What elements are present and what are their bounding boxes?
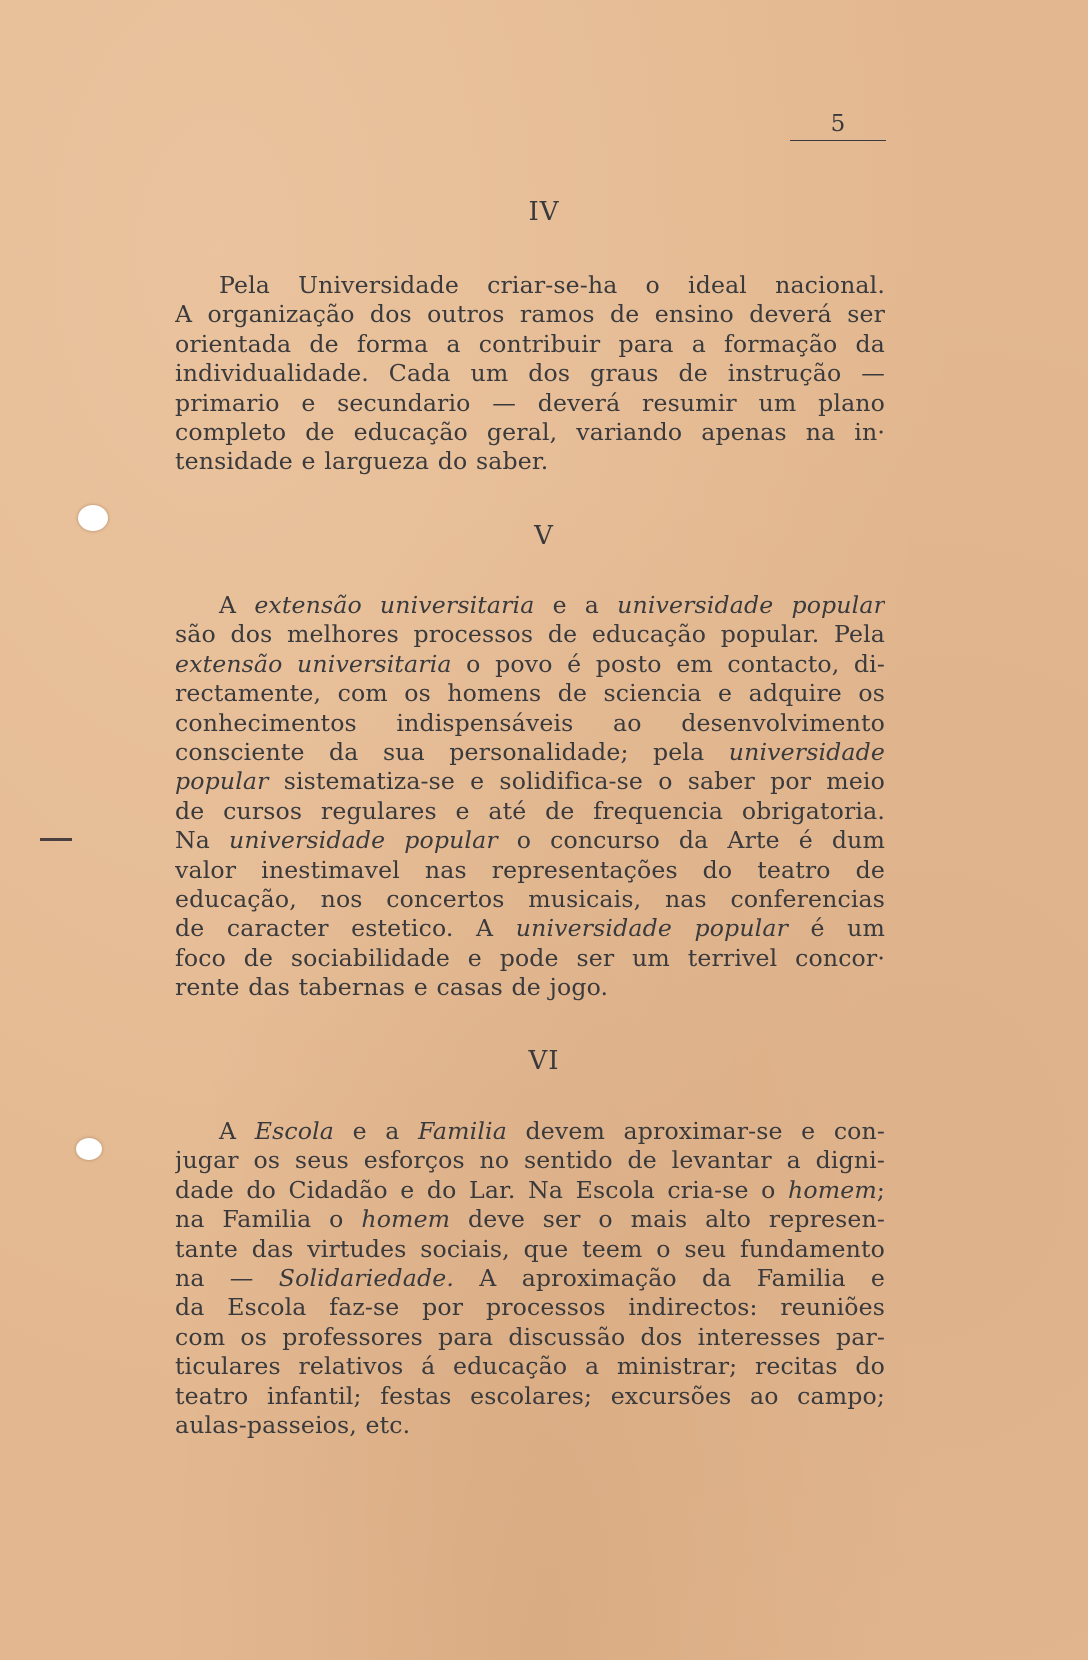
text-line: aulas-passeios, etc. <box>175 1411 411 1440</box>
italic-run: universidade popular <box>617 591 885 619</box>
section-heading-v: V <box>534 521 554 551</box>
text-run: A aproximação da Familia e <box>454 1264 885 1293</box>
text-run: deve ser o mais alto represen- <box>450 1205 885 1234</box>
text-line: foco de sociabilidade e pode ser um terrivel concor· <box>175 943 885 972</box>
section-vi-paragraph <box>175 1117 885 1440</box>
text-run: A <box>219 591 255 619</box>
italic-run: popular <box>175 767 269 796</box>
text-line <box>175 650 885 679</box>
text-line <box>175 826 885 855</box>
text-line: de cursos regulares e até de frequencia obrigatoria. <box>175 796 885 825</box>
text-run: e a <box>534 591 618 619</box>
text-line: primario e secundario — deverá resumir um plano <box>175 388 885 417</box>
text-line: tensidade e largueza do saber. <box>175 447 549 476</box>
italic-run: extensão universitaria <box>175 649 452 678</box>
text-line <box>175 738 885 767</box>
margin-mark <box>40 838 72 841</box>
italic-run: universidade <box>728 738 885 767</box>
text-line <box>175 1205 885 1234</box>
text-line: jugar os seus esforços no sentido de levantar a digni- <box>175 1146 885 1175</box>
italic-run: homem <box>361 1205 451 1234</box>
text-line: educação, nos concertos musicais, nas conferencias <box>175 885 885 914</box>
text-line <box>175 1117 885 1146</box>
text-line: são dos melhores processos de educação popular. Pela <box>175 620 885 649</box>
page-number: 5 <box>790 110 886 141</box>
text-line: A organização dos outros ramos de ensino deverá ser <box>175 300 885 329</box>
text-line: conhecimentos indispensáveis ao desenvolvimento <box>175 708 885 737</box>
text-run: é um <box>788 914 885 943</box>
text-run: e a <box>334 1117 418 1145</box>
section-v-paragraph <box>175 591 885 1003</box>
section-iv-paragraph <box>175 271 885 477</box>
text-run: consciente da sua personalidade; pela <box>175 738 729 767</box>
italic-run: universidade popular <box>515 914 789 943</box>
text-line <box>175 1176 885 1205</box>
text-line: com os professores para discussão dos interesses par- <box>175 1322 885 1351</box>
text-line: ticulares relativos á educação a ministrar; recitas do <box>175 1352 885 1381</box>
text-run: dade do Cidadão e do Lar. Na Escola cria-se o <box>175 1175 789 1204</box>
text-line: completo de educação geral, variando apenas na in· <box>175 418 885 447</box>
text-run: Na <box>175 826 230 855</box>
text-line: orientada de forma a contribuir para a formação da <box>175 329 885 358</box>
text-line: rectamente, com os homens de sciencia e adquire os <box>175 679 885 708</box>
italic-run: extensão universitaria <box>254 591 535 619</box>
text-run: o povo é posto em contacto, di- <box>451 649 885 678</box>
text-run: na Familia o <box>175 1205 362 1234</box>
text-line: rente das tabernas e casas de jogo. <box>175 973 609 1002</box>
italic-run: homem <box>788 1175 877 1204</box>
text-run: sistematiza-se e solidifica-se o saber por meio <box>268 767 885 796</box>
text-line <box>175 767 885 796</box>
italic-run: Escola <box>254 1117 335 1145</box>
text-line: individualidade. Cada um dos graus de instrução — <box>175 359 885 388</box>
section-heading-vi: VI <box>528 1046 560 1076</box>
text-line <box>175 1264 885 1293</box>
text-line: tante das virtudes sociais, que teem o seu fundamento <box>175 1234 885 1263</box>
text-run: A <box>219 1117 255 1145</box>
text-line: Pela Universidade criar-se-ha o ideal nacional. <box>219 271 885 299</box>
section-heading-iv: IV <box>528 197 560 227</box>
text-run: o concurso da Arte é dum <box>497 826 885 855</box>
text-line <box>175 591 885 620</box>
text-line: teatro infantil; festas escolares; excursões ao campo; <box>175 1381 885 1410</box>
punch-hole-bottom <box>76 1138 102 1160</box>
italic-run: universidade popular <box>229 826 498 855</box>
text-line <box>175 914 885 943</box>
text-run: ; <box>876 1175 885 1204</box>
italic-run: Familia <box>418 1117 507 1145</box>
text-line: valor inestimavel nas representações do teatro de <box>175 855 885 884</box>
text-run: na — <box>175 1264 279 1293</box>
text-run: de caracter estetico. A <box>175 914 516 943</box>
text-run: devem aproximar-se e con- <box>506 1117 885 1145</box>
italic-run: Solidariedade. <box>278 1264 455 1293</box>
text-line: da Escola faz-se por processos indirectos: reuniões <box>175 1293 885 1322</box>
